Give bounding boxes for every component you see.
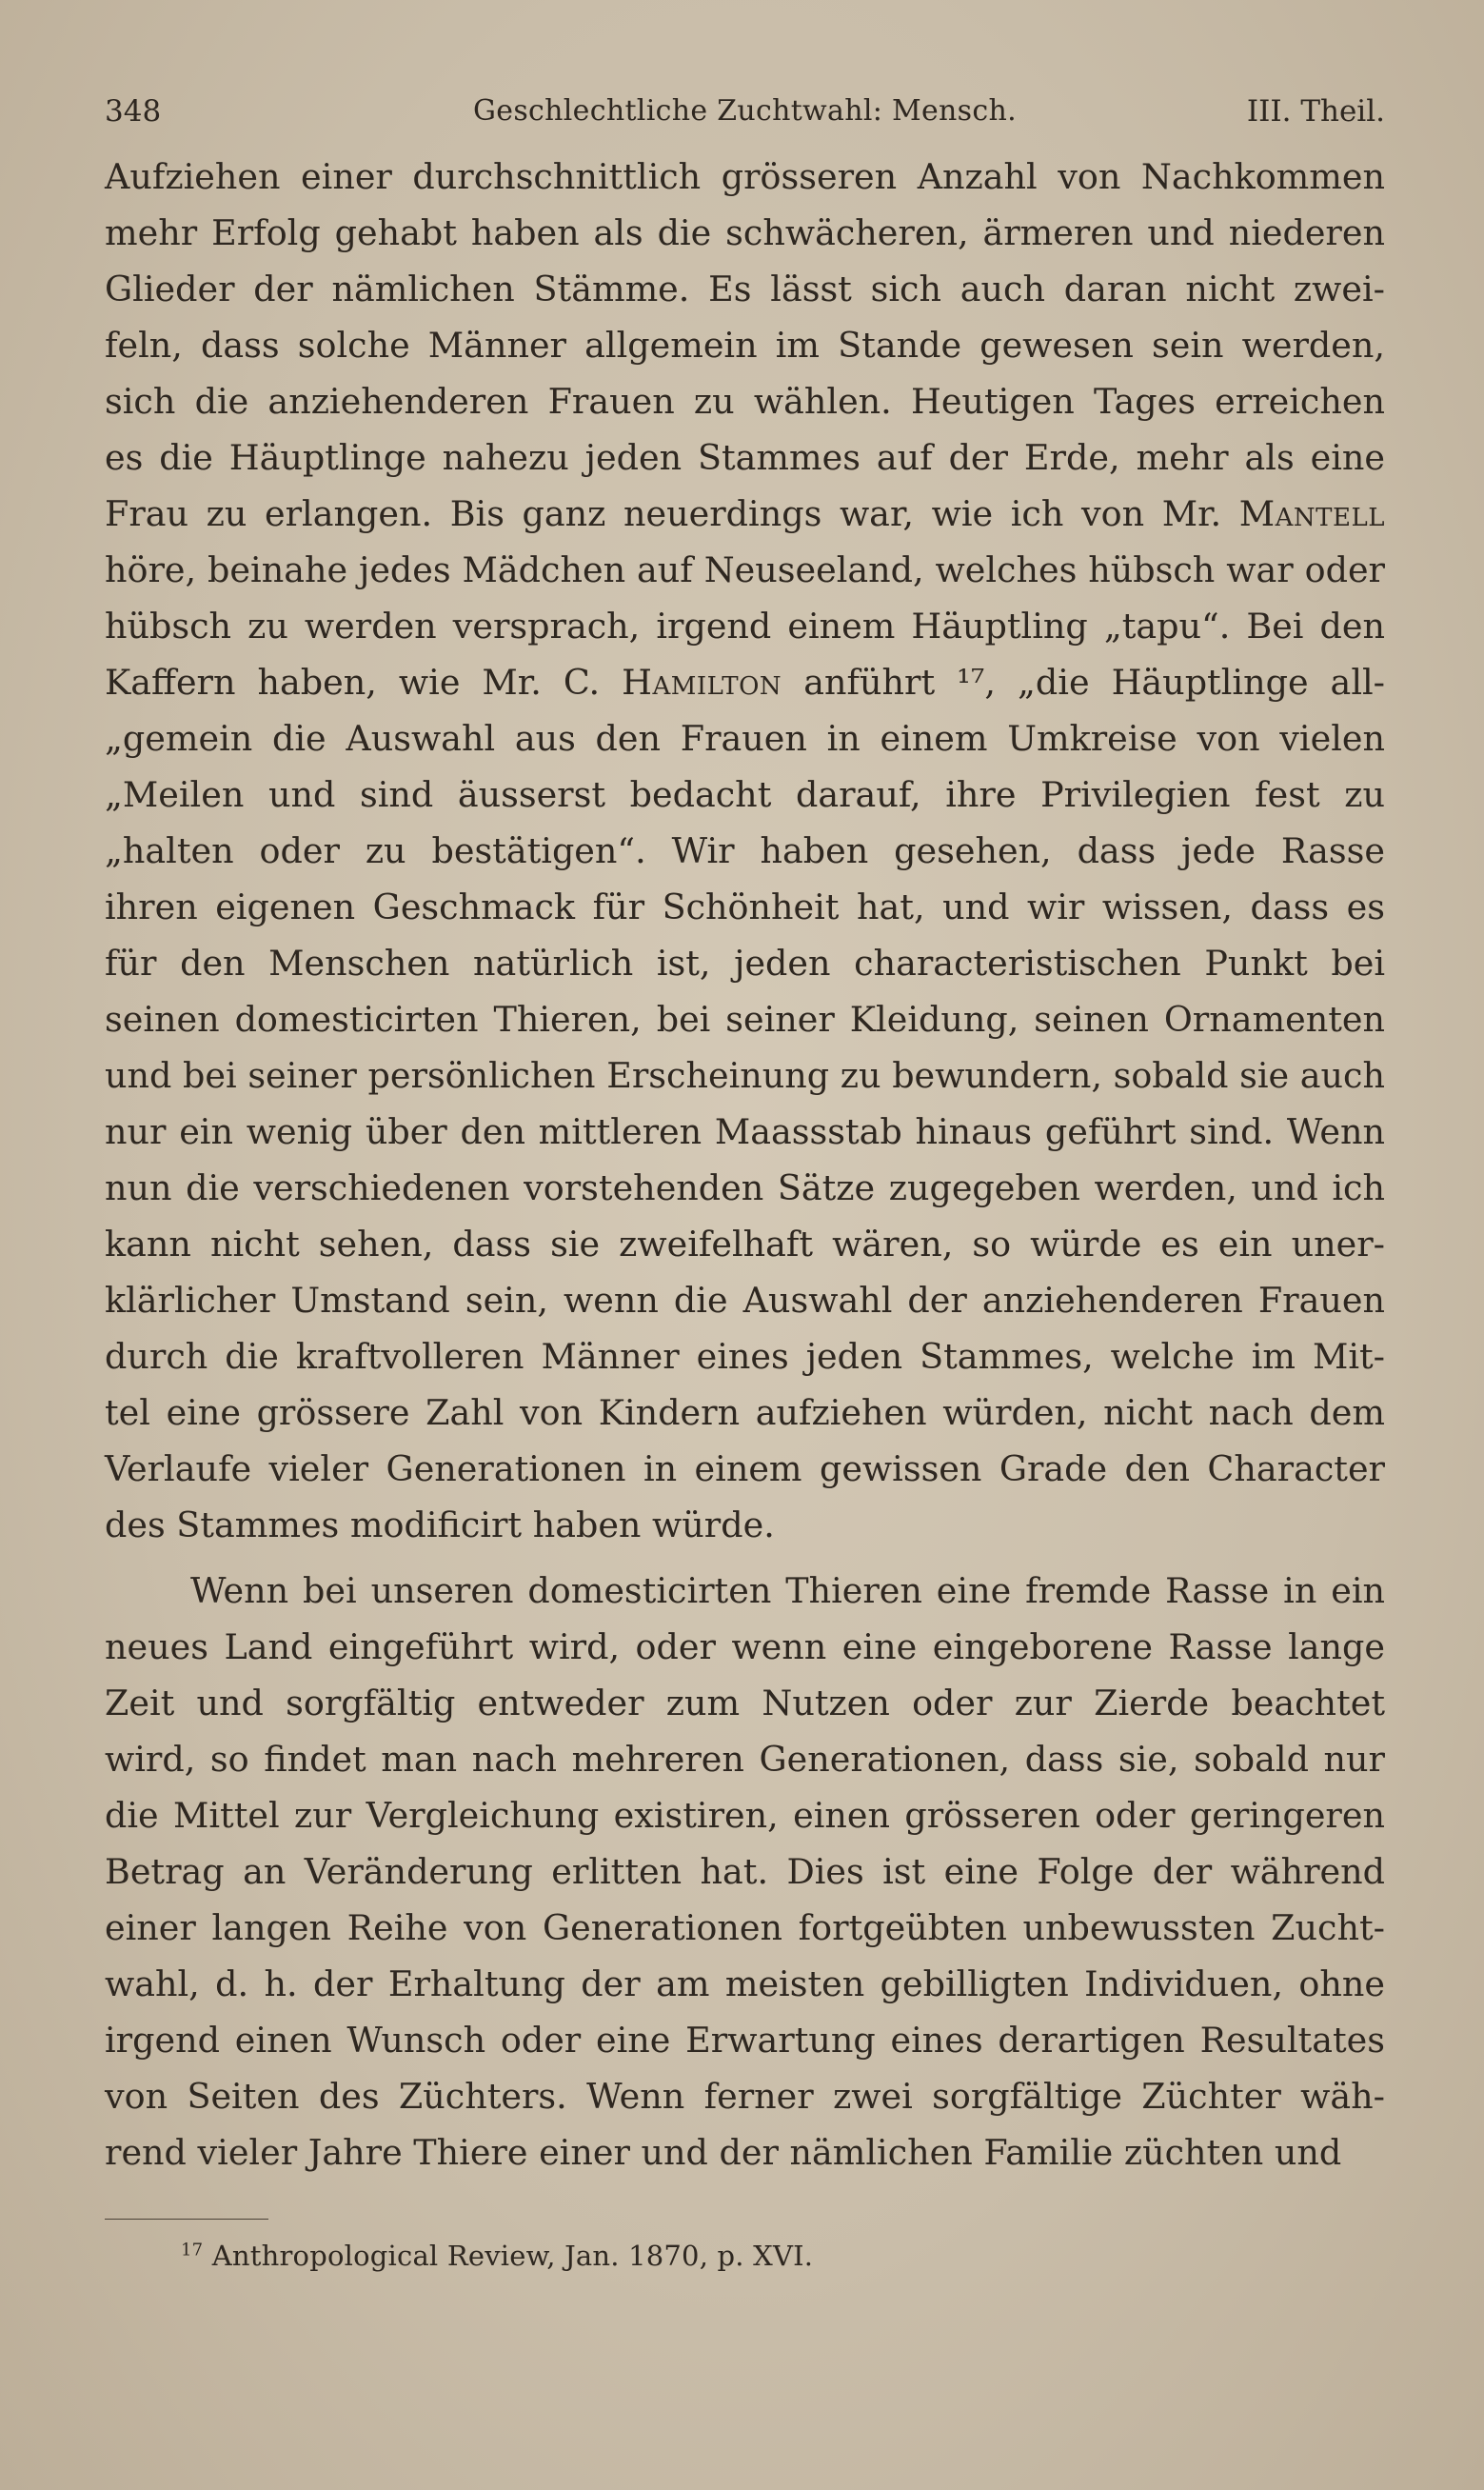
footnote-divider — [105, 2219, 268, 2220]
body-text — [105, 149, 1385, 2181]
text-line: einer langen Reihe von Generationen fortgeübten unbewussten Zucht- — [105, 1907, 1385, 1948]
text-line: Verlaufe vieler Generationen in einem gewissen Grade den Character — [105, 1448, 1385, 1489]
text-line: „halten oder zu bestätigen“. Wir haben gesehen, dass jede Rasse — [105, 830, 1385, 871]
footnote — [105, 2237, 1385, 2275]
paragraph — [105, 1563, 1385, 2181]
text-line: Frau zu erlangen. Bis ganz neuerdings war, wie ich von Mr. Mantell — [105, 493, 1385, 534]
text-line: kann nicht sehen, dass sie zweifelhaft wären, so würde es ein uner- — [105, 1224, 1385, 1265]
text-line: feln, dass solche Männer allgemein im Stande gewesen sein werden, — [105, 325, 1385, 366]
text-line: nun die verschiedenen vorstehenden Sätze zugegeben werden, und ich — [105, 1167, 1385, 1208]
text-line: ihren eigenen Geschmack für Schönheit hat, und wir wissen, dass es — [105, 886, 1385, 927]
text-line: hübsch zu werden versprach, irgend einem Häuptling „tapu“. Bei den — [105, 606, 1385, 647]
part-label: III. Theil. — [1246, 94, 1385, 129]
text-line: es die Häuptlinge nahezu jeden Stammes auf der Erde, mehr als eine — [105, 437, 1385, 478]
text-line: „Meilen und sind äusserst bedacht darauf, ihre Privilegien fest zu — [105, 774, 1385, 815]
footnote-marker: 17 — [181, 2240, 204, 2261]
paragraph — [105, 149, 1385, 1553]
text-line: die Mittel zur Vergleichung existiren, einen grösseren oder geringeren — [105, 1795, 1385, 1836]
text-line: und bei seiner persönlichen Erscheinung zu bewundern, sobald sie auch — [105, 1055, 1385, 1096]
text-line: klärlicher Umstand sein, wenn die Auswahl der anziehenderen Frauen — [105, 1280, 1385, 1321]
text-line: seinen domesticirten Thieren, bei seiner Kleidung, seinen Ornamenten — [105, 999, 1385, 1040]
text-line: neues Land eingeführt wird, oder wenn eine eingeborene Rasse lange — [105, 1626, 1385, 1667]
text-line: Betrag an Veränderung erlitten hat. Dies ist eine Folge der während — [105, 1851, 1385, 1892]
running-title: Geschlechtliche Zuchtwahl: Mensch. — [473, 94, 1017, 128]
text-line: höre, beinahe jedes Mädchen auf Neuseeland, welches hübsch war oder — [105, 549, 1385, 590]
text-line: sich die anziehenderen Frauen zu wählen. Heutigen Tages erreichen — [105, 381, 1385, 422]
text-line: Wenn bei unseren domesticirten Thieren eine fremde Rasse in ein — [190, 1570, 1385, 1611]
text-line: für den Menschen natürlich ist, jeden characteristischen Punkt bei — [105, 943, 1385, 984]
text-line: wahl, d. h. der Erhaltung der am meisten gebilligten Individuen, ohne — [105, 1963, 1385, 2004]
text-line: Zeit und sorgfältig entweder zum Nutzen oder zur Zierde beachtet — [105, 1683, 1385, 1723]
text-line: von Seiten des Züchters. Wenn ferner zwei sorgfältige Züchter wäh- — [105, 2076, 1385, 2117]
running-head — [105, 88, 1385, 135]
text-line: wird, so findet man nach mehreren Generationen, dass sie, sobald nur — [105, 1739, 1385, 1780]
text-line: „gemein die Auswahl aus den Frauen in einem Umkreise von vielen — [105, 718, 1385, 759]
footnote-text: Anthropological Review, Jan. 1870, p. XVI. — [211, 2240, 814, 2272]
text-line: durch die kraftvolleren Männer eines jeden Stammes, welche im Mit- — [105, 1336, 1385, 1377]
text-line: des Stammes modificirt haben würde. — [105, 1504, 775, 1545]
text-line: nur ein wenig über den mittleren Maassstab hinaus geführt sind. Wenn — [105, 1111, 1385, 1152]
text-line: Kaffern haben, wie Mr. C. Hamilton anführt ¹⁷, „die Häuptlinge all- — [105, 662, 1386, 703]
book-page — [105, 88, 1385, 2275]
small-caps-name: Mantell — [1238, 493, 1385, 534]
small-caps-name: Hamilton — [622, 662, 782, 703]
text-line: irgend einen Wunsch oder eine Erwartung eines derartigen Resultates — [105, 2020, 1385, 2061]
text-line: Glieder der nämlichen Stämme. Es lässt sich auch daran nicht zwei- — [105, 269, 1385, 309]
page-number: 348 — [105, 94, 162, 129]
text-line: rend vieler Jahre Thiere einer und der nämlichen Familie züchten und — [105, 2132, 1342, 2173]
text-line: Aufziehen einer durchschnittlich grösseren Anzahl von Nachkommen — [105, 156, 1385, 197]
text-line: tel eine grössere Zahl von Kindern aufziehen würden, nicht nach dem — [105, 1392, 1385, 1433]
text-line: mehr Erfolg gehabt haben als die schwächeren, ärmeren und niederen — [105, 212, 1385, 253]
